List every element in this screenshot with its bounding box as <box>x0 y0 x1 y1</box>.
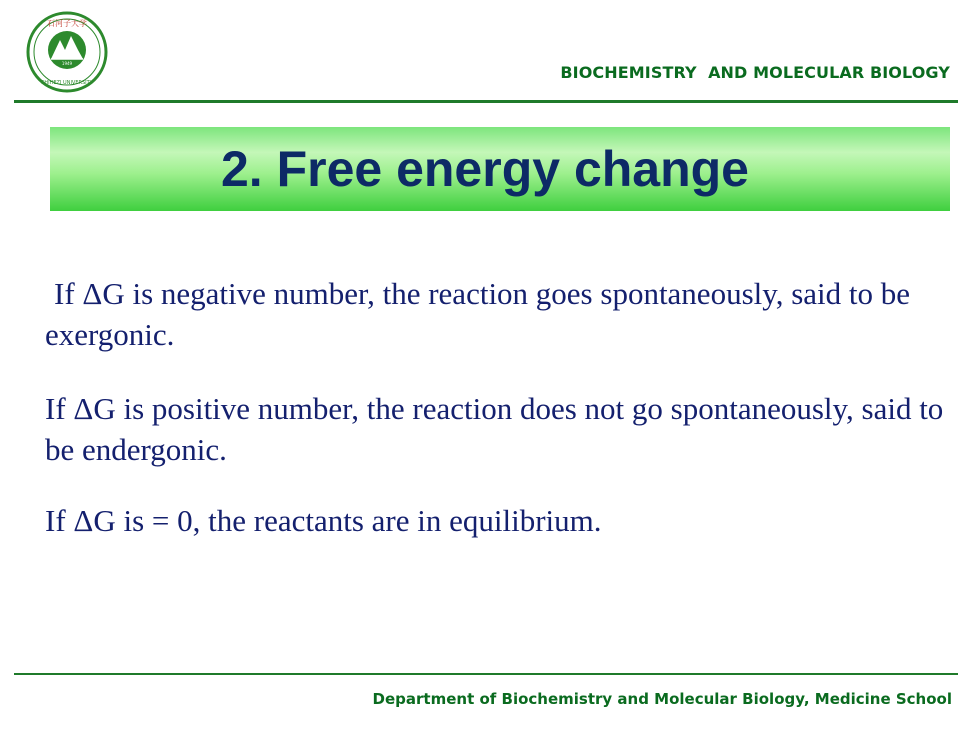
slide-title: 2. Free energy change <box>220 141 749 197</box>
header-divider <box>14 100 958 103</box>
course-title: BIOCHEMISTRY AND MOLECULAR BIOLOGY <box>560 63 950 82</box>
department-footer: Department of Biochemistry and Molecular Biology, Medicine School <box>372 690 952 708</box>
footer-divider <box>14 673 958 675</box>
svg-text:SHIHEZI UNIVERSITY: SHIHEZI UNIVERSITY <box>41 80 93 86</box>
slide-title-banner <box>50 127 950 211</box>
svg-text:1949: 1949 <box>61 61 73 66</box>
paragraph-negative: If ΔG is negative number, the reaction goes spontaneously, said to be exergonic. <box>45 276 911 352</box>
svg-text:石河子大学: 石河子大学 <box>47 19 87 28</box>
paragraph-zero: If ΔG is = 0, the reactants are in equilibrium. <box>45 503 602 538</box>
university-logo <box>20 10 114 94</box>
university-seal-icon <box>20 10 114 94</box>
paragraph-positive: If ΔG is positive number, the reaction does not go spontaneously, said to be endergonic. <box>45 391 944 467</box>
